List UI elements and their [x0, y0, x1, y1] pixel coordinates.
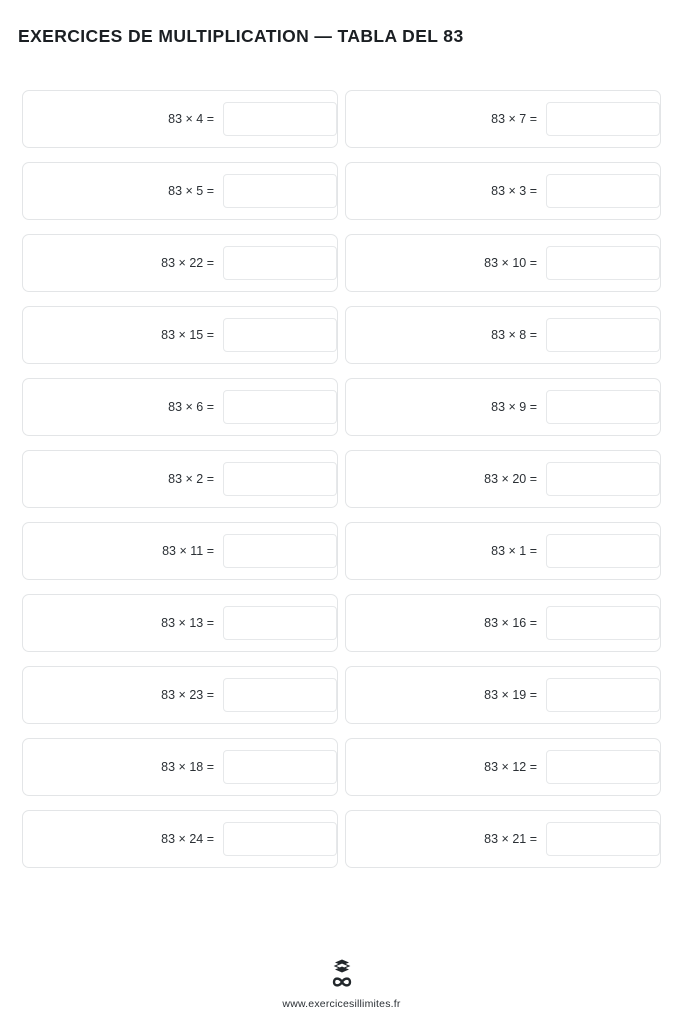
answer-input[interactable]	[223, 318, 337, 352]
exercise-expression: 83 × 12 =	[484, 760, 537, 774]
answer-input[interactable]	[546, 750, 660, 784]
exercise-card	[345, 306, 661, 364]
exercise-row	[161, 246, 337, 280]
answer-input[interactable]	[546, 534, 660, 568]
answer-input[interactable]	[223, 246, 337, 280]
exercise-grid	[22, 90, 661, 868]
exercise-row	[161, 822, 337, 856]
exercise-expression: 83 × 21 =	[484, 832, 537, 846]
exercise-expression: 83 × 9 =	[491, 400, 537, 414]
exercise-row	[162, 534, 337, 568]
exercise-row	[484, 750, 660, 784]
answer-input[interactable]	[223, 390, 337, 424]
exercise-expression: 83 × 7 =	[491, 112, 537, 126]
exercise-card	[345, 522, 661, 580]
exercise-expression: 83 × 18 =	[161, 760, 214, 774]
exercise-row	[491, 534, 660, 568]
answer-input[interactable]	[223, 462, 337, 496]
exercise-expression: 83 × 5 =	[168, 184, 214, 198]
page-title: EXERCICES DE MULTIPLICATION — TABLA DEL 83	[18, 25, 464, 46]
exercise-expression: 83 × 6 =	[168, 400, 214, 414]
exercise-row	[491, 102, 660, 136]
exercise-row	[161, 606, 337, 640]
exercise-expression: 83 × 15 =	[161, 328, 214, 342]
exercise-card	[22, 450, 338, 508]
exercise-row	[491, 390, 660, 424]
exercise-card	[22, 594, 338, 652]
answer-input[interactable]	[546, 606, 660, 640]
exercise-expression: 83 × 13 =	[161, 616, 214, 630]
infinity-book-icon	[322, 958, 362, 992]
answer-input[interactable]	[223, 606, 337, 640]
answer-input[interactable]	[546, 174, 660, 208]
exercise-card	[22, 738, 338, 796]
exercise-card	[22, 378, 338, 436]
exercise-card	[22, 522, 338, 580]
exercise-card	[22, 306, 338, 364]
answer-input[interactable]	[546, 246, 660, 280]
exercise-card	[345, 378, 661, 436]
exercise-expression: 83 × 22 =	[161, 256, 214, 270]
answer-input[interactable]	[223, 750, 337, 784]
exercise-row	[484, 606, 660, 640]
exercise-card	[345, 90, 661, 148]
exercise-card	[22, 234, 338, 292]
exercise-card	[22, 90, 338, 148]
exercise-expression: 83 × 8 =	[491, 328, 537, 342]
answer-input[interactable]	[546, 390, 660, 424]
exercise-row	[484, 462, 660, 496]
exercise-row	[161, 318, 337, 352]
exercise-row	[161, 750, 337, 784]
answer-input[interactable]	[223, 822, 337, 856]
exercise-card	[345, 234, 661, 292]
exercise-row	[484, 246, 660, 280]
exercise-card	[345, 450, 661, 508]
exercise-expression: 83 × 11 =	[162, 544, 214, 558]
exercise-expression: 83 × 16 =	[484, 616, 537, 630]
answer-input[interactable]	[546, 822, 660, 856]
exercise-expression: 83 × 23 =	[161, 688, 214, 702]
exercise-row	[484, 822, 660, 856]
exercise-expression: 83 × 4 =	[168, 112, 214, 126]
exercise-card	[345, 738, 661, 796]
exercise-card	[345, 666, 661, 724]
exercise-card	[345, 162, 661, 220]
exercise-row	[168, 390, 337, 424]
answer-input[interactable]	[223, 174, 337, 208]
exercise-row	[491, 174, 660, 208]
answer-input[interactable]	[223, 678, 337, 712]
answer-input[interactable]	[546, 462, 660, 496]
answer-input[interactable]	[223, 102, 337, 136]
exercise-expression: 83 × 1 =	[491, 544, 537, 558]
answer-input[interactable]	[546, 102, 660, 136]
answer-input[interactable]	[546, 678, 660, 712]
exercise-expression: 83 × 2 =	[168, 472, 214, 486]
exercise-expression: 83 × 24 =	[161, 832, 214, 846]
exercise-card	[22, 162, 338, 220]
exercise-card	[345, 810, 661, 868]
exercise-row	[168, 102, 337, 136]
exercise-card	[22, 810, 338, 868]
exercise-row	[168, 174, 337, 208]
exercise-expression: 83 × 20 =	[484, 472, 537, 486]
exercise-row	[168, 462, 337, 496]
exercise-row	[491, 318, 660, 352]
exercise-expression: 83 × 3 =	[491, 184, 537, 198]
answer-input[interactable]	[223, 534, 337, 568]
footer	[0, 958, 683, 1010]
exercise-row	[161, 678, 337, 712]
exercise-expression: 83 × 10 =	[484, 256, 537, 270]
footer-url[interactable]: www.exercicesillimites.fr	[282, 998, 401, 1010]
exercise-row	[484, 678, 660, 712]
exercise-card	[345, 594, 661, 652]
answer-input[interactable]	[546, 318, 660, 352]
exercise-expression: 83 × 19 =	[484, 688, 537, 702]
exercise-card	[22, 666, 338, 724]
